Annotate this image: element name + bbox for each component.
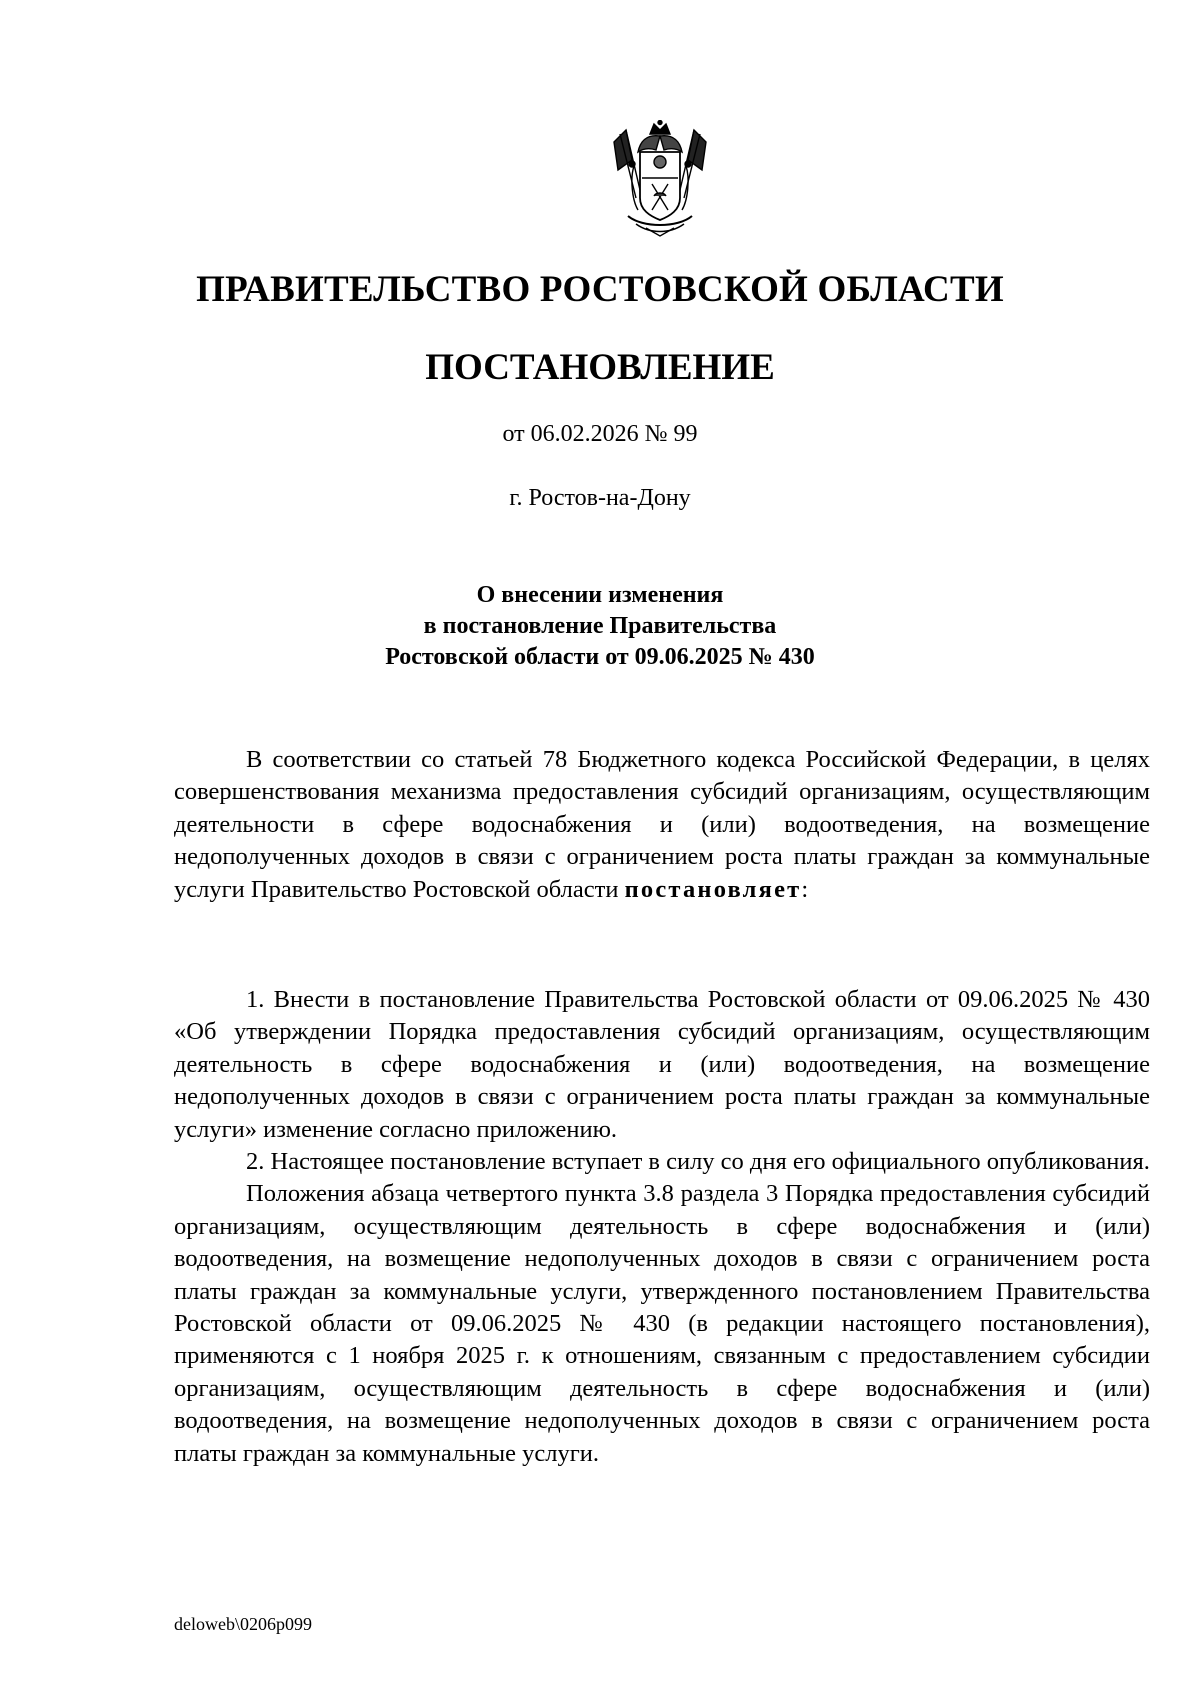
coat-of-arms-icon xyxy=(606,120,714,238)
item-1: 1. Внести в постановление Правительства Ростовской области от 09.06.2025 № 430 «Об утверждении Порядка предоставления субсидий организациям, осуществляющим деятельность в сфере водоснабжения и (или) водоотведения, на возмещение недополученных доходов в связи с ограничением роста платы граждан за коммунальные услуги» изменение согласно приложению. xyxy=(174,986,1150,1143)
preamble-text: В соответствии со статьей 78 Бюджетного кодекса Российской Федерации, в целях совершенствования механизма предоставления субсидий организациям, осуществляющим деятельности в сфере водоснабжения и (или) водоотведения, на возмещение недополученных доходов в связи с ограничением роста платы граждан за коммунальные услуги Правительство Ростовской области xyxy=(174,746,1150,903)
subject-line-1: О внесении изменения xyxy=(476,582,724,608)
government-title: ПРАВИТЕЛЬСТВО РОСТОВСКОЙ ОБЛАСТИ xyxy=(196,269,1004,310)
preamble xyxy=(174,744,1150,906)
preamble-emphasis: постановляет xyxy=(624,875,802,903)
resolution-items xyxy=(174,984,1150,1470)
subject-line-2: в постановление Правительства xyxy=(423,613,777,639)
preamble-end: : xyxy=(801,875,809,903)
document-number: от 06.02.2026 № 99 xyxy=(502,421,698,447)
subject-line-3: Ростовской области от 09.06.2025 № 430 xyxy=(385,644,815,670)
item-3: Положения абзаца четвертого пункта 3.8 раздела 3 Порядка предоставления субсидий организациям, осуществляющим деятельность в сфере водоснабжения и (или) водоотведения, на возмещение недополученных доходов в связи с ограничением роста платы граждан за коммунальные услуги, утвержденного постановлением Правительства Ростовской области от 09.06.2025 № 430 (в редакции настоящего постановления), применяются с 1 ноября 2025 г. к отношениям, связанным с предоставлением субсидии организациям, осуществляющим деятельность в сфере водоснабжения и (или) водоотведения, на возмещение недополученных доходов в связи с ограничением роста платы граждан за коммунальные услуги. xyxy=(174,1180,1150,1467)
item-2: 2. Настоящее постановление вступает в силу со дня его официального опубликования. xyxy=(246,1148,1150,1176)
preamble-paragraph xyxy=(174,744,1150,906)
document-type: ПОСТАНОВЛЕНИЕ xyxy=(425,347,775,388)
document-subject xyxy=(0,580,1200,673)
document-city: г. Ростов-на-Дону xyxy=(509,485,691,511)
document-code: deloweb\0206p099 xyxy=(174,1614,312,1634)
